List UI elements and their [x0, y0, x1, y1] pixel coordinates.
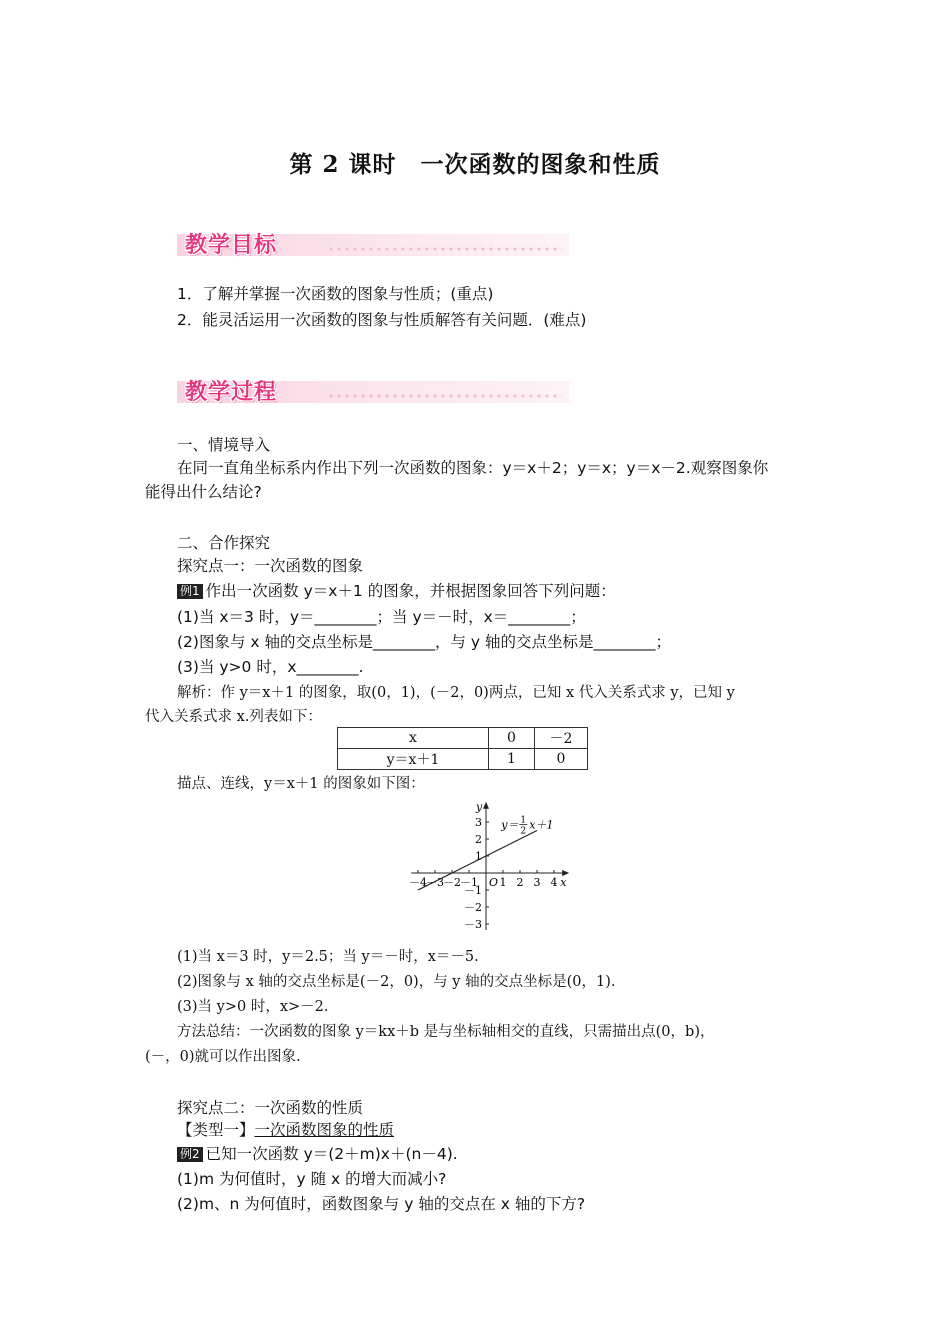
- analysis-text: 解析：作 y＝x＋1 的图象，取(0，1)，(－2，0)两点，已知 x 代入关系式求 y，已知 y: [177, 685, 735, 701]
- answer-2: (2)图象与 x 轴的交点坐标是(－2，0)，与 y 轴的交点坐标是(0，1).: [177, 974, 616, 990]
- analysis-text-cont: 代入关系式求 x.列表如下：: [145, 709, 322, 725]
- value-table: [337, 727, 588, 770]
- y-axis-arrow: [483, 802, 489, 809]
- section-banner-objectives: [177, 228, 569, 258]
- page-title: 第 2 课时 一次函数的图象和性质: [289, 151, 661, 178]
- point1-heading: 探究点一：一次函数的图象: [177, 557, 364, 575]
- method-summary: 方法总结：一次函数的图象 y＝kx＋b 是与坐标轴相交的直线，只需描出点(0，b)，: [177, 1024, 715, 1040]
- y-tick-label: －2: [464, 901, 482, 914]
- part1-text-cont: 能得出什么结论?: [145, 483, 262, 501]
- table-row: [338, 749, 588, 770]
- part1-heading: 一、情境导入: [177, 436, 271, 454]
- x-axis-label: x: [560, 876, 567, 889]
- example2-prompt: 例2 已知一次函数 y＝(2＋m)x＋(n－4).: [177, 1142, 458, 1164]
- example2-q2: (2)m、n 为何值时，函数图象与 y 轴的交点在 x 轴的下方?: [177, 1195, 586, 1213]
- example2-badge: 例2: [177, 1147, 203, 1162]
- y-tick-label: 2: [475, 833, 482, 846]
- x-tick-label: 1: [499, 876, 507, 889]
- origin-label: O: [489, 876, 499, 889]
- point2-heading: 探究点二：一次函数的性质: [177, 1099, 364, 1117]
- x-tick-label: －2: [443, 876, 461, 889]
- y-axis-label: y: [476, 800, 483, 814]
- objective-item: 1．了解并掌握一次函数的图象与性质；(重点): [177, 285, 494, 303]
- table-cell: 0: [535, 749, 588, 770]
- banner-label: 教学过程: [185, 380, 278, 405]
- function-graph: [398, 788, 588, 930]
- example1-badge: 例1: [177, 584, 203, 599]
- line-label-denominator: 2: [520, 826, 527, 837]
- x-tick-label: 4: [550, 876, 558, 889]
- example1-prompt: 例1 作出一次函数 y＝x＋1 的图象，并根据图象回答下列问题：: [177, 579, 616, 601]
- table-row: [338, 728, 588, 749]
- example1-q2: (2)图象与 x 轴的交点坐标是________，与 y 轴的交点坐标是________；: [177, 633, 672, 651]
- banner-label: 教学目标: [185, 233, 278, 258]
- section-banner-process: [177, 375, 569, 405]
- y-tick-label: －3: [464, 918, 482, 930]
- x-tick-label: －3: [426, 876, 444, 889]
- x-tick-label: 3: [533, 876, 541, 889]
- line-label-numerator: 1: [520, 815, 527, 826]
- example1-q1: (1)当 x＝3 时，y＝________；当 y＝－时，x＝________；: [177, 608, 586, 626]
- answer-1: (1)当 x＝3 时，y＝2.5；当 y＝－时，x＝－5.: [177, 949, 479, 965]
- x-tick-label: －1: [460, 876, 478, 889]
- type1-label: 一次函数图象的性质: [254, 1121, 395, 1139]
- y-tick-label: －1: [464, 884, 482, 897]
- table-cell: 1: [489, 749, 535, 770]
- type1-heading: 【类型一】一次函数图象的性质: [177, 1121, 395, 1139]
- example1-q3: (3)当 y>0 时，x________.: [177, 658, 364, 676]
- x-tick-label: －4: [409, 876, 427, 889]
- table-cell: y＝x＋1: [338, 749, 489, 770]
- objective-item: 2．能灵活运用一次函数的图象与性质解答有关问题．(难点): [177, 311, 587, 329]
- line-label-prefix: y＝: [501, 818, 519, 832]
- table-cell: －2: [535, 728, 588, 749]
- example2-q1: (1)m 为何值时，y 随 x 的增大而减小?: [177, 1170, 447, 1188]
- part1-text: 在同一直角坐标系内作出下列一次函数的图象：y＝x＋2；y＝x；y＝x－2.观察图象你: [177, 459, 769, 477]
- line-label-suffix: x＋1: [529, 818, 554, 832]
- answer-3: (3)当 y>0 时，x>－2.: [177, 999, 329, 1015]
- table-cell: x: [338, 728, 489, 749]
- part2-heading: 二、合作探究: [177, 534, 271, 552]
- method-summary-cont: (－，0)就可以作出图象.: [145, 1049, 301, 1065]
- x-tick-label: 2: [516, 876, 524, 889]
- y-tick-label: 1: [475, 850, 482, 863]
- plot-caption: 描点、连线，y＝x＋1 的图象如下图：: [177, 776, 425, 792]
- table-cell: 0: [489, 728, 535, 749]
- y-tick-label: 3: [475, 816, 482, 829]
